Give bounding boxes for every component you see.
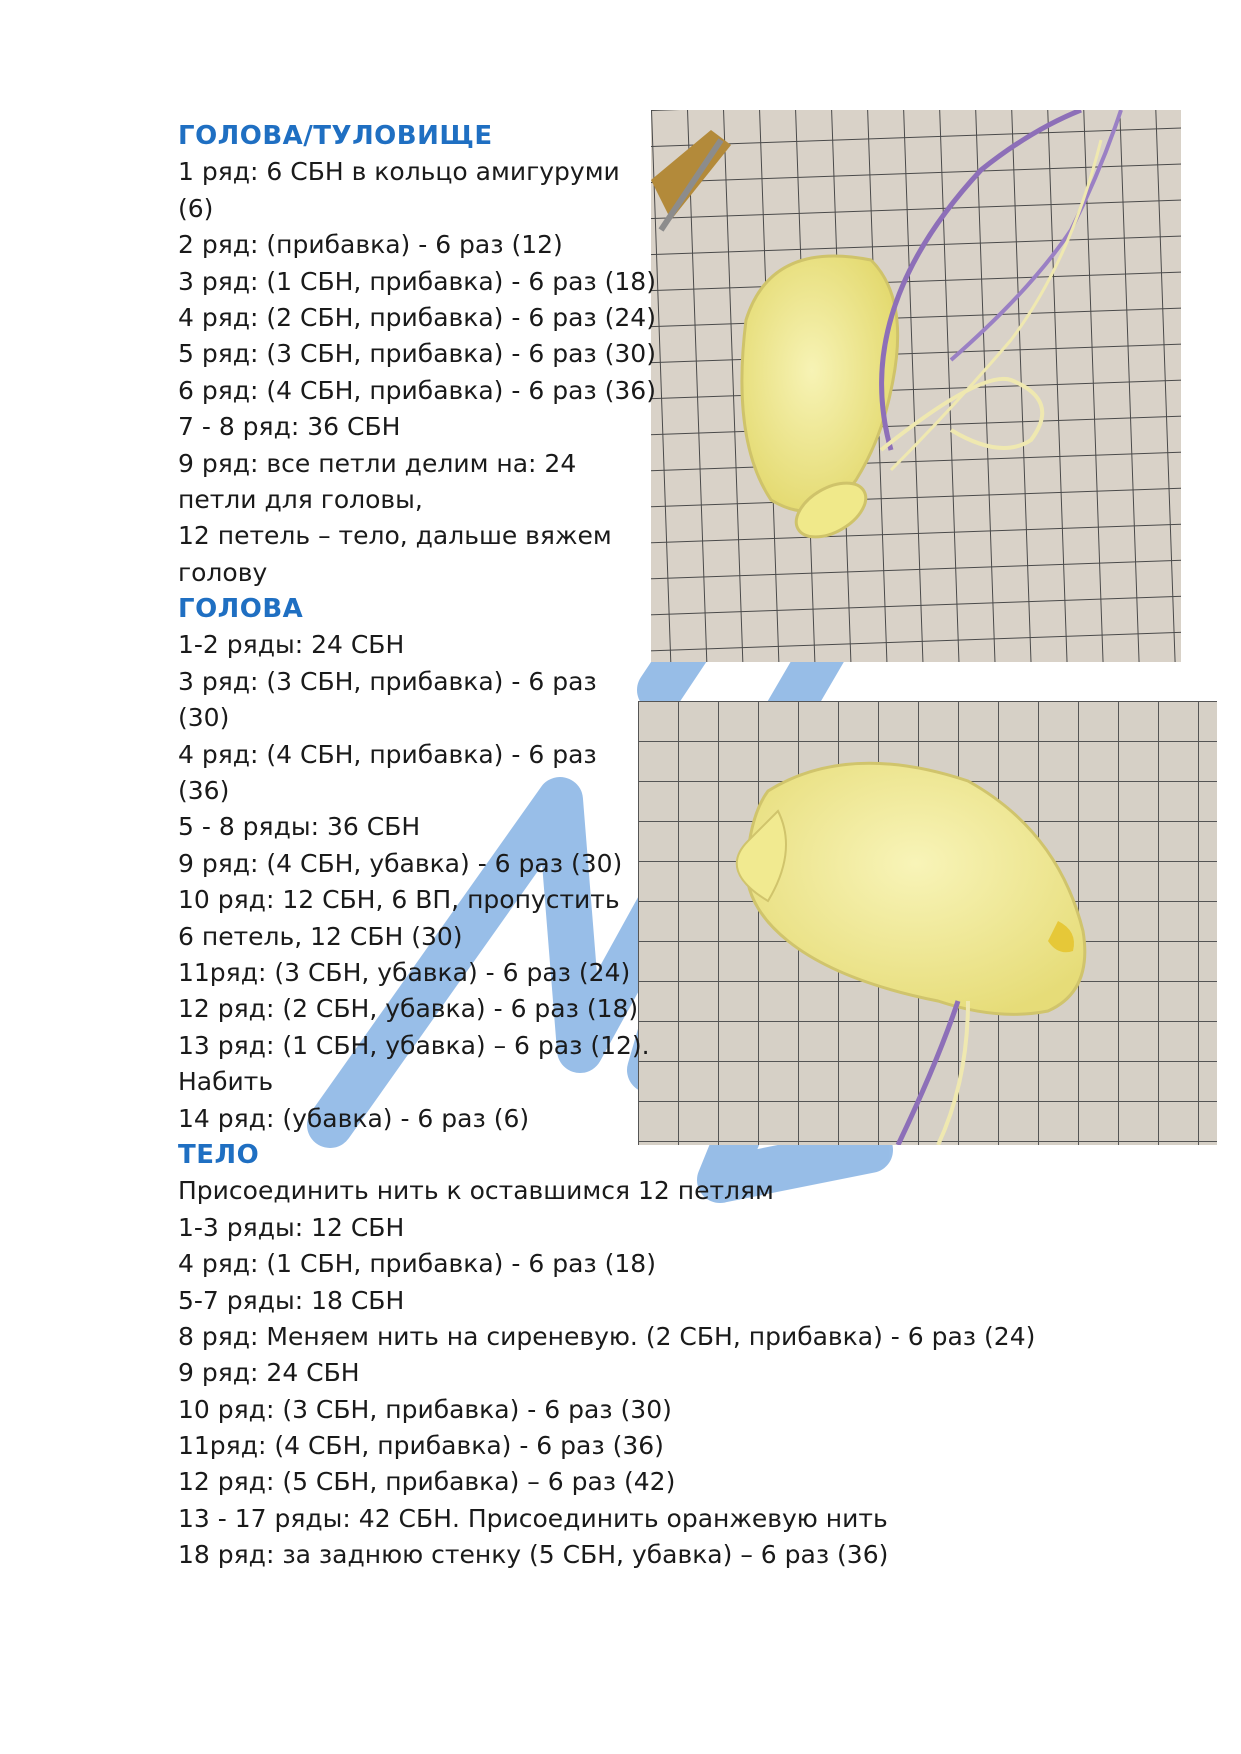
pattern-row: 1-2 ряды: 24 СБН xyxy=(178,630,405,660)
pattern-row: (6) xyxy=(178,193,214,223)
section-heading-body: ТЕЛО xyxy=(178,1139,260,1170)
pattern-row: голову xyxy=(178,557,268,587)
pattern-row: Присоединить нить к оставшимся 12 петлям xyxy=(178,1176,774,1206)
pattern-row: 7 - 8 ряд: 36 СБН xyxy=(178,412,401,442)
pattern-row: 12 петель – тело, дальше вяжем xyxy=(178,521,612,551)
pattern-row: 14 ряд: (убавка) - 6 раз (6) xyxy=(178,1103,530,1133)
section-heading-head: ГОЛОВА xyxy=(178,594,304,625)
pattern-row: 3 ряд: (1 СБН, прибавка) - 6 раз (18) xyxy=(178,266,656,296)
pattern-row: (36) xyxy=(178,776,230,806)
pattern-row: 9 ряд: (4 СБН, убавка) - 6 раз (30) xyxy=(178,848,623,878)
pattern-row: 11ряд: (4 СБН, прибавка) - 6 раз (36) xyxy=(178,1431,664,1461)
pattern-row: 8 ряд: Меняем нить на сиреневую. (2 СБН, прибавка) - 6 раз (24) xyxy=(178,1321,1036,1351)
pattern-row: 13 - 17 ряды: 42 СБН. Присоединить оранжевую нить xyxy=(178,1503,888,1533)
pattern-row: 9 ряд: все петли делим на: 24 xyxy=(178,448,577,478)
pattern-row: 4 ряд: (1 СБН, прибавка) - 6 раз (18) xyxy=(178,1249,656,1279)
pattern-row: 6 ряд: (4 СБН, прибавка) - 6 раз (36) xyxy=(178,375,656,405)
pattern-row: петли для головы, xyxy=(178,484,423,514)
pattern-row: 5 ряд: (3 СБН, прибавка) - 6 раз (30) xyxy=(178,339,656,369)
pattern-row: 4 ряд: (4 СБН, прибавка) - 6 раз xyxy=(178,739,597,769)
pattern-row: 6 петель, 12 СБН (30) xyxy=(178,921,463,951)
pattern-row: 12 ряд: (5 СБН, прибавка) – 6 раз (42) xyxy=(178,1467,676,1497)
pattern-text xyxy=(178,118,1035,1574)
pattern-row: 12 ряд: (2 СБН, убавка) - 6 раз (18) xyxy=(178,994,639,1024)
pattern-row: 9 ряд: 24 СБН xyxy=(178,1358,360,1388)
pattern-row: 13 ряд: (1 СБН, убавка) – 6 раз (12). xyxy=(178,1030,650,1060)
pattern-row: 11ряд: (3 СБН, убавка) - 6 раз (24) xyxy=(178,957,631,987)
pattern-row: 3 ряд: (3 СБН, прибавка) - 6 раз xyxy=(178,666,597,696)
pattern-row: 2 ряд: (прибавка) - 6 раз (12) xyxy=(178,230,563,260)
pattern-row: 5 - 8 ряды: 36 СБН xyxy=(178,812,421,842)
pattern-row: 4 ряд: (2 СБН, прибавка) - 6 раз (24) xyxy=(178,302,656,332)
pattern-row: 1 ряд: 6 СБН в кольцо амигуруми xyxy=(178,157,620,187)
pattern-row: 10 ряд: (3 СБН, прибавка) - 6 раз (30) xyxy=(178,1394,672,1424)
section-heading-head-body: ГОЛОВА/ТУЛОВИЩЕ xyxy=(178,121,493,151)
pattern-row: 1-3 ряды: 12 СБН xyxy=(178,1212,405,1242)
pattern-row: 10 ряд: 12 СБН, 6 ВП, пропустить xyxy=(178,885,620,915)
pattern-row: (30) xyxy=(178,703,230,733)
pattern-row: 18 ряд: за заднюю стенку (5 СБН, убавка) – 6 раз (36) xyxy=(178,1540,889,1570)
pattern-row: 5-7 ряды: 18 СБН xyxy=(178,1285,405,1315)
pattern-row: Набить xyxy=(178,1067,274,1097)
